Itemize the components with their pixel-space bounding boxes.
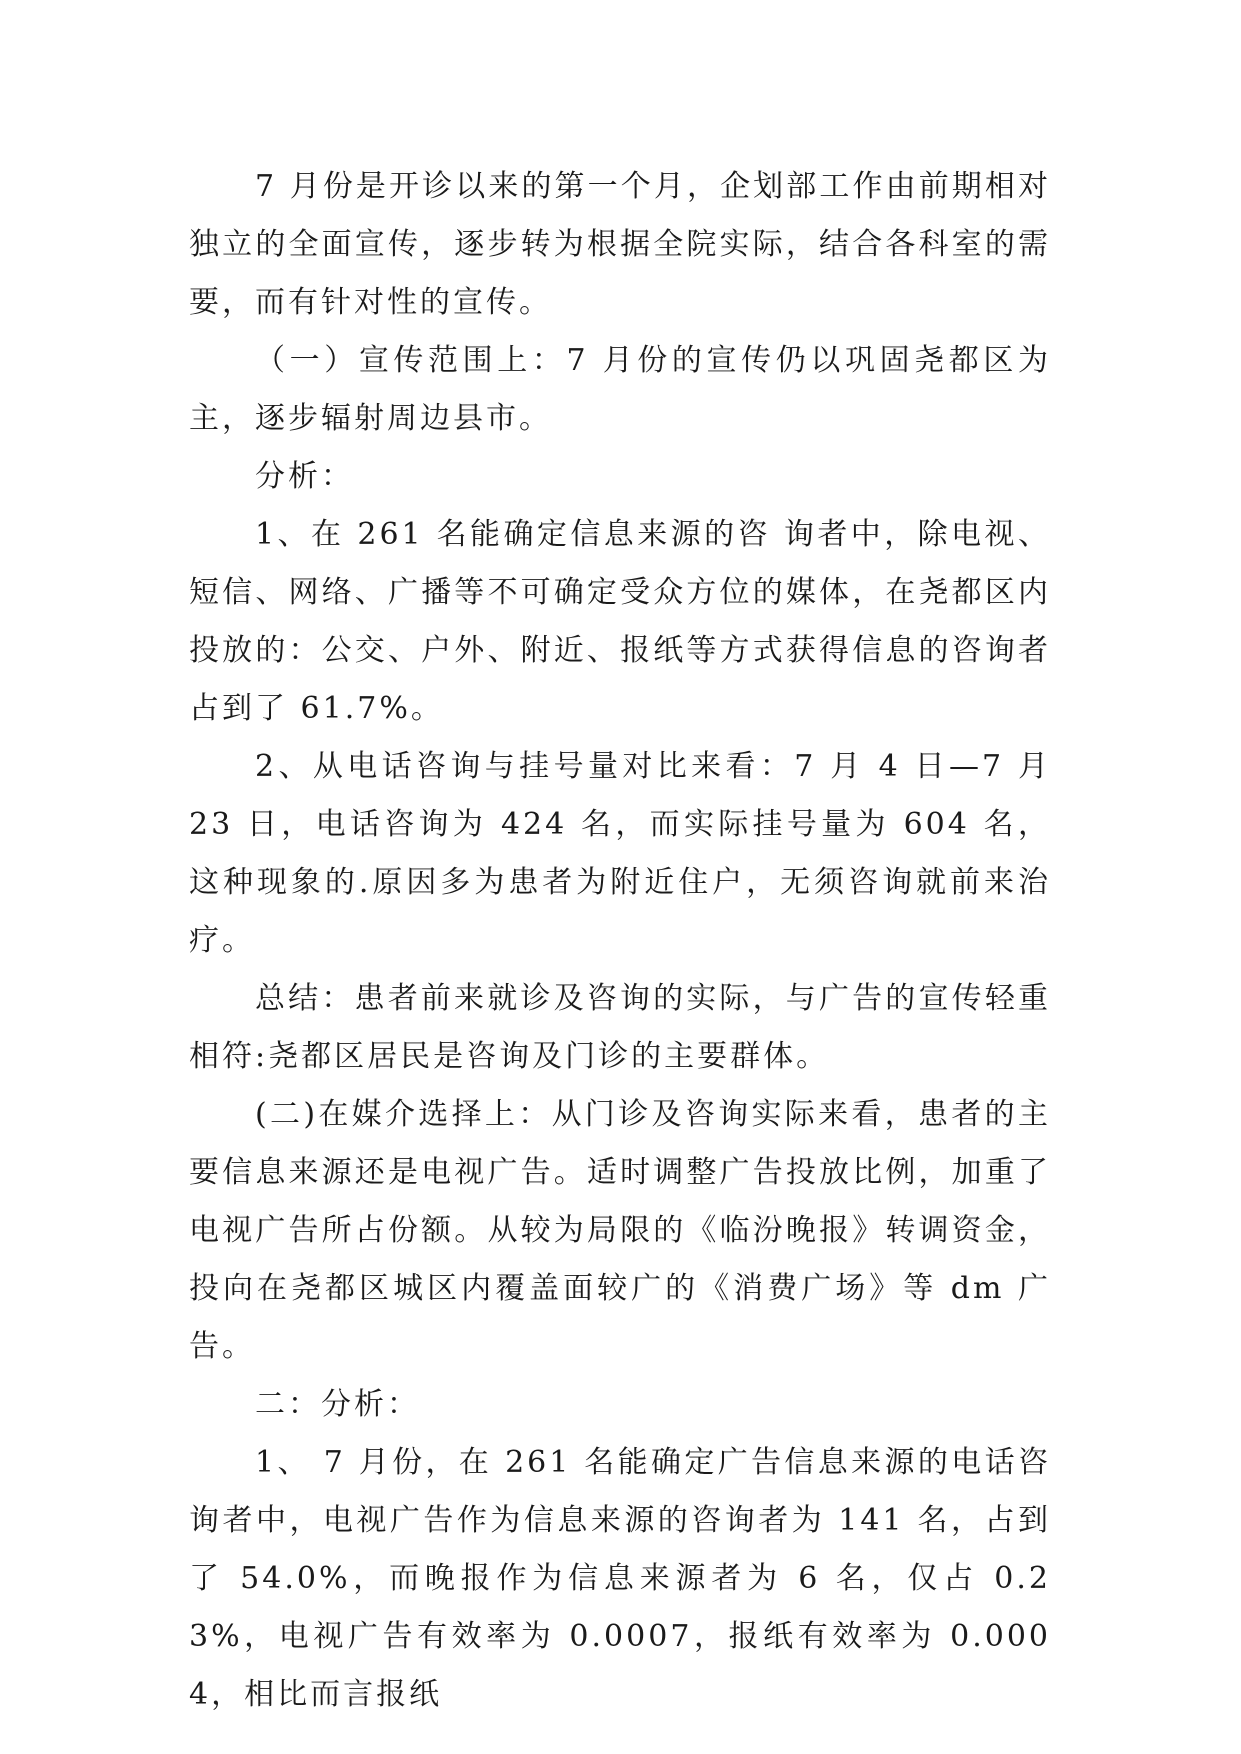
document-body [189, 158, 1051, 1724]
paragraph-analysis-point-1: 1、在 261 名能确定信息来源的咨 询者中，除电视、短信、网络、广播等不可确定受众方位的媒体，在尧都区内投放的：公交、户外、附近、报纸等方式获得信息的咨询者占到了 61.7%。 [189, 517, 1051, 726]
paragraph-analysis-point-2: 2、从电话咨询与挂号量对比来看：7 月 4 日—7 月 23 日，电话咨询为 424 名，而实际挂号量为 604 名，这种现象的.原因多为患者为附近住户，无须咨询就前来治疗。 [189, 749, 1051, 958]
paragraph-intro: 7 月份是开诊以来的第一个月，企划部工作由前期相对独立的全面宣传，逐步转为根据全院实际，结合各科室的需要，而有针对性的宣传。 [189, 169, 1051, 320]
paragraph-analysis-two-point-1: 1、 7 月份，在 261 名能确定广告信息来源的电话咨询者中，电视广告作为信息来源的咨询者为 141 名，占到了 54.0%，而晚报作为信息来源者为 6 名，仅占 0.23%，电视广告有效率为 0.0007，报纸有效率为 0.0004，相比而言报纸 [189, 1445, 1051, 1712]
paragraph-section-two-media: (二)在媒介选择上：从门诊及咨询实际来看，患者的主要信息来源还是电视广告。适时调整广告投放比例，加重了电视广告所占份额。从较为局限的《临汾晚报》转调资金，投向在尧都区城区内覆盖面较广的《消费广场》等 dm 广告。 [189, 1097, 1051, 1364]
paragraph-analysis-heading: 分析： [255, 459, 354, 494]
paragraph-section-one-scope: （一）宣传范围上：7 月份的宣传仍以巩固尧都区为主，逐步辐射周边县市。 [189, 343, 1051, 436]
paragraph-summary: 总结：患者前来就诊及咨询的实际，与广告的宣传轻重相符:尧都区居民是咨询及门诊的主要群体。 [189, 981, 1051, 1074]
paragraph-analysis-two-heading: 二：分析： [255, 1387, 420, 1422]
